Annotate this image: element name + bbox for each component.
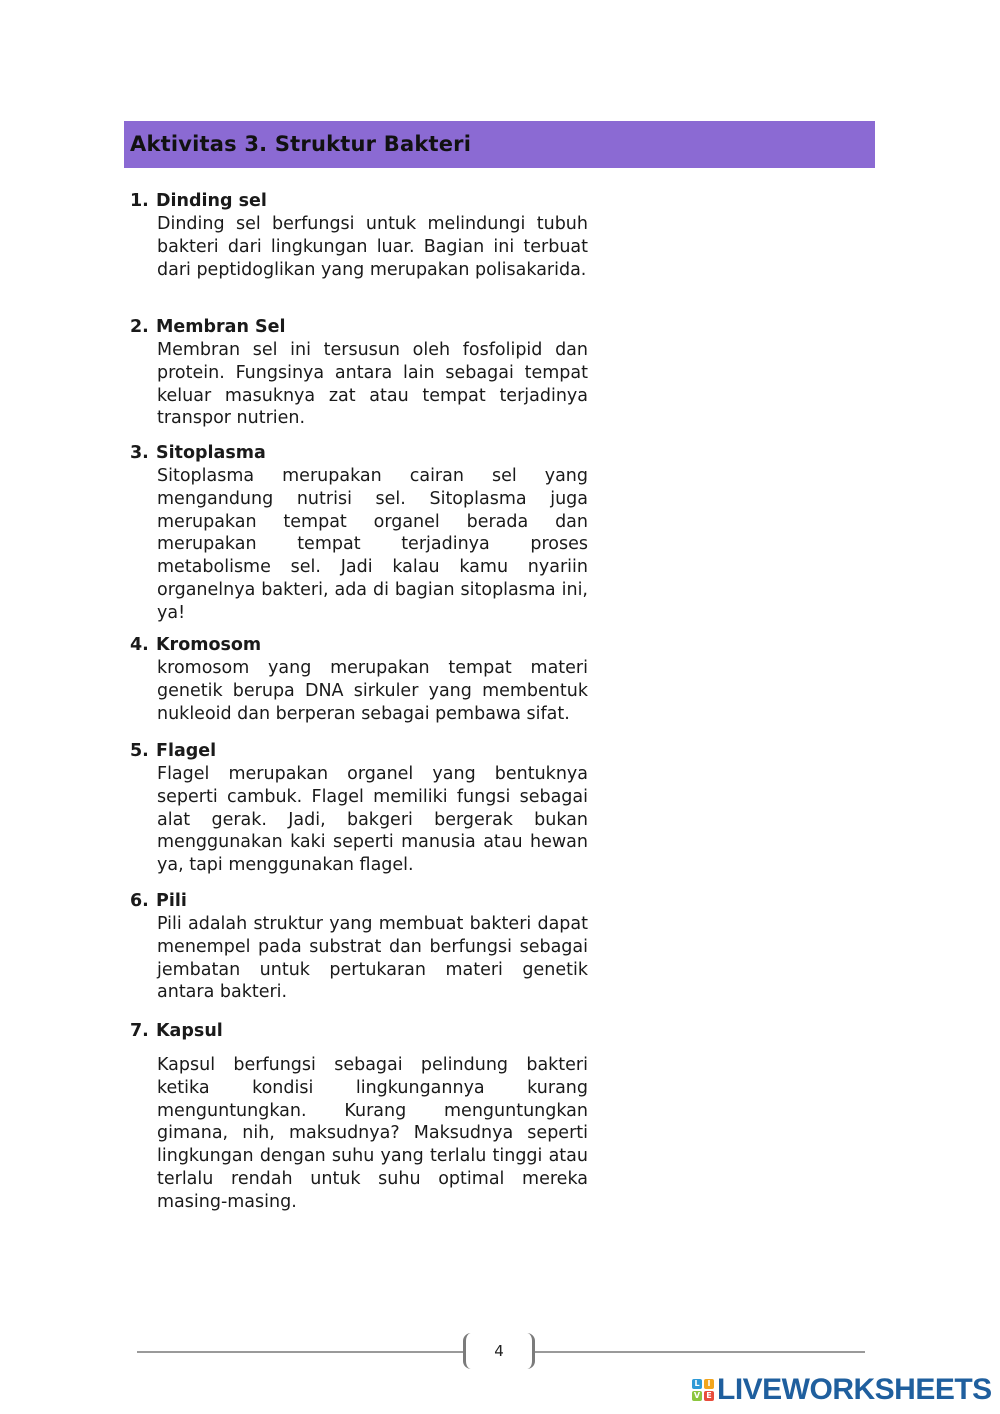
item-heading <box>130 890 588 913</box>
logo-mark-icon <box>692 1379 714 1401</box>
footer-divider-right <box>535 1351 865 1353</box>
list-item-dinding-sel <box>130 190 588 281</box>
item-description: Dinding sel berfungsi untuk melindungi tubuh bakteri dari lingkungan luar. Bagian ini terbuat dari peptidoglikan yang merupakan polisakarida. <box>157 214 588 280</box>
list-item-flagel <box>130 740 588 877</box>
section-header-bar <box>124 121 875 168</box>
item-description: Pili adalah struktur yang membuat bakteri dapat menempel pada substrat dan berfungsi sebagai jembatan untuk pertukaran materi genetik antara bakteri. <box>157 914 588 1003</box>
logo-mark-letter: V <box>693 1391 701 1400</box>
item-description: Flagel merupakan organel yang bentuknya seperti cambuk. Flagel memiliki fungsi sebagai alat gerak. Jadi, bakgeri bergerak bukan menggunakan kaki seperti manusia atau hewan ya, tapi menggunakan flagel. <box>157 764 588 876</box>
item-title: Kromosom <box>156 635 262 655</box>
list-item-kapsul <box>130 1020 588 1214</box>
item-description: Membran sel ini tersusun oleh fosfolipid dan protein. Fungsinya antara lain sebagai tempat keluar masuknya zat atau tempat terjadinya transpor nutrien. <box>157 340 588 429</box>
item-heading <box>130 1020 588 1043</box>
item-title: Sitoplasma <box>156 443 266 463</box>
item-heading <box>130 442 588 465</box>
item-title: Dinding sel <box>156 191 267 211</box>
item-number: 6. <box>130 891 149 911</box>
logo-mark-letter: I <box>704 1379 714 1389</box>
liveworksheets-logo <box>692 1373 992 1407</box>
item-description: Kapsul berfungsi sebagai pelindung bakteri ketika kondisi lingkungannya kurang menguntungkan. Kurang menguntungkan gimana, nih, maksudnya? Maksudnya seperti lingkungan dengan suhu yang terlalu tinggi atau terlalu rendah untuk suhu optimal mereka masing-masing. <box>157 1055 588 1212</box>
item-number: 7. <box>130 1021 149 1041</box>
item-number: 5. <box>130 741 149 761</box>
logo-text: LIVEWORKSHEETS <box>717 1373 992 1406</box>
list-item-kromosom <box>130 634 588 725</box>
item-number: 3. <box>130 443 149 463</box>
item-heading <box>130 740 588 763</box>
item-heading <box>130 316 588 339</box>
item-number: 1. <box>130 191 149 211</box>
item-title: Membran Sel <box>156 317 286 337</box>
item-heading <box>130 634 588 657</box>
logo-mark-letter: E <box>704 1391 714 1401</box>
item-title: Pili <box>156 891 187 911</box>
item-description: kromosom yang merupakan tempat materi genetik berupa DNA sirkuler yang membentuk nukleoid dan berperan sebagai pembawa sifat. <box>157 658 588 724</box>
page-number-box <box>463 1333 535 1369</box>
item-description: Sitoplasma merupakan cairan sel yang mengandung nutrisi sel. Sitoplasma juga merupakan tempat organel berada dan merupakan tempat terjadinya proses metabolisme sel. Jadi kalau kamu nyariin organelnya bakteri, ada di bagian sitoplasma ini, ya! <box>157 466 588 623</box>
item-title: Flagel <box>156 741 217 761</box>
page-number: 4 <box>494 1342 504 1360</box>
section-title: Aktivitas 3. Struktur Bakteri <box>130 132 472 156</box>
footer-divider-left <box>137 1351 463 1353</box>
logo-mark-letter: L <box>692 1379 702 1389</box>
item-number: 4. <box>130 635 149 655</box>
item-number: 2. <box>130 317 149 337</box>
item-title: Kapsul <box>156 1021 223 1041</box>
list-item-membran-sel <box>130 316 588 430</box>
list-item-sitoplasma <box>130 442 588 625</box>
list-item-pili <box>130 890 588 1004</box>
item-heading <box>130 190 588 213</box>
